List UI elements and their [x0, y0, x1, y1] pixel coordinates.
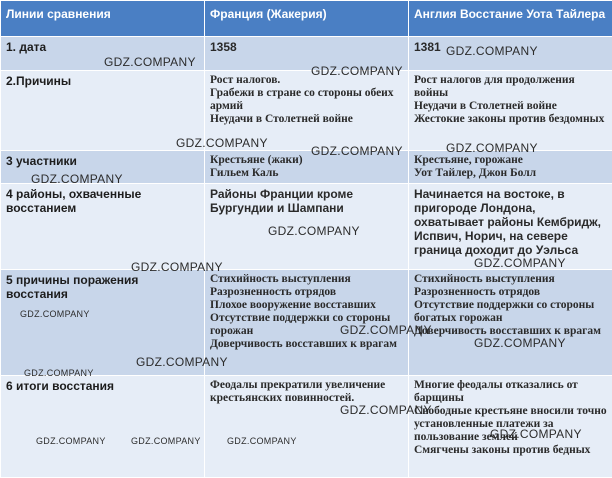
cell-line: Свободные крестьяне вносили точно установленные платежи за пользование землей [414, 405, 607, 444]
watermark-text: GDZ.COMPANY [131, 436, 201, 446]
cell-line: Доверчивость восставших к врагам [414, 325, 607, 338]
watermark-text: GDZ.COMPANY [446, 141, 538, 155]
cell-line: Начинается на востоке, в пригороде Лондона, охватывает районы Кембридж, Испвич, Норич, на севере граница доходит до Уэльса [414, 187, 607, 257]
header-france: Франция (Жакерия) [205, 1, 409, 37]
cell-line: Отсутствие поддержки со стороны горожан [210, 312, 403, 338]
cell-line: Гильем Каль [210, 167, 403, 180]
france-cell [205, 184, 409, 270]
cell-line: 1358 [210, 40, 403, 54]
cell-line: Рост налогов. [210, 74, 403, 87]
cell-line: Районы Франции кроме Бургундии и Шампани [210, 187, 403, 215]
row-label: 6 итоги восстания [1, 376, 205, 478]
cell-line: Грабежи в стране со стороны обеих армий [210, 87, 403, 113]
header-england: Англия Восстание Уота Тайлера [409, 1, 612, 37]
cell-line: Крестьяне, горожане [414, 154, 607, 167]
table-row [1, 37, 612, 71]
watermark-text: GDZ.COMPANY [311, 144, 403, 158]
cell-line: Смягчены законы против бедных [414, 444, 607, 457]
watermark-text: GDZ.COMPANY [31, 172, 123, 186]
table-row [1, 376, 612, 478]
watermark-text: GDZ.COMPANY [136, 355, 228, 369]
watermark-text: GDZ.COMPANY [20, 309, 90, 319]
watermark-text: GDZ.COMPANY [474, 336, 566, 350]
cell-line: Многие феодалы отказались от барщины [414, 379, 607, 405]
row-label: 1. дата [1, 37, 205, 71]
cell-line: Уот Тайлер, Джон Болл [414, 167, 607, 180]
watermark-text: GDZ.COMPANY [104, 55, 196, 69]
watermark-text: GDZ.COMPANY [227, 436, 297, 446]
table-row [1, 184, 612, 270]
cell-line: Разрозненность отрядов [414, 286, 607, 299]
watermark-text: GDZ.COMPANY [131, 260, 223, 274]
england-cell [409, 270, 612, 376]
cell-line: 1381 [414, 40, 607, 54]
cell-line: Плохое вооружение восставших [210, 299, 403, 312]
cell-line: Феодалы прекратили увеличение крестьянских повинностей. [210, 379, 403, 405]
cell-line: Стихийность выступления [210, 273, 403, 286]
watermark-text: GDZ.COMPANY [36, 436, 106, 446]
cell-line: Рост налогов для продолжения войны [414, 74, 607, 100]
cell-line: Неудачи в Столетней войне [414, 100, 607, 113]
watermark-text: GDZ.COMPANY [490, 427, 582, 441]
cell-line: Отсутствие поддержки со стороны богатых горожан [414, 299, 607, 325]
france-cell [205, 71, 409, 151]
watermark-text: GDZ.COMPANY [474, 256, 566, 270]
watermark-text: GDZ.COMPANY [340, 323, 432, 337]
watermark-text: GDZ.COMPANY [176, 136, 268, 150]
table-row [1, 71, 612, 151]
england-cell [409, 151, 612, 184]
row-label: 2.Причины [1, 71, 205, 151]
cell-line: Разрозненность отрядов [210, 286, 403, 299]
france-cell [205, 376, 409, 478]
england-cell [409, 376, 612, 478]
france-cell [205, 37, 409, 71]
cell-line: Крестьяне (жаки) [210, 154, 403, 167]
england-cell [409, 71, 612, 151]
header-comparison-lines: Линии сравнения [1, 1, 205, 37]
cell-line: Жестокие законы против бездомных [414, 113, 607, 126]
england-cell [409, 184, 612, 270]
table-row [1, 270, 612, 376]
watermark-text: GDZ.COMPANY [268, 224, 360, 238]
header-row [1, 1, 612, 37]
watermark-text: GDZ.COMPANY [446, 44, 538, 58]
watermark-text: GDZ.COMPANY [340, 403, 432, 417]
watermark-text: GDZ.COMPANY [311, 64, 403, 78]
france-cell [205, 270, 409, 376]
watermark-text: GDZ.COMPANY [24, 368, 94, 378]
row-label: 5 причины поражения восстания [1, 270, 205, 376]
cell-line: Стихийность выступления [414, 273, 607, 286]
england-cell [409, 37, 612, 71]
france-cell [205, 151, 409, 184]
cell-line: Доверчивость восставших к врагам [210, 338, 403, 351]
row-label: 3 участники [1, 151, 205, 184]
row-label: 4 районы, охваченные восстанием [1, 184, 205, 270]
table-row [1, 151, 612, 184]
cell-line: Неудачи в Столетней войне [210, 113, 403, 126]
